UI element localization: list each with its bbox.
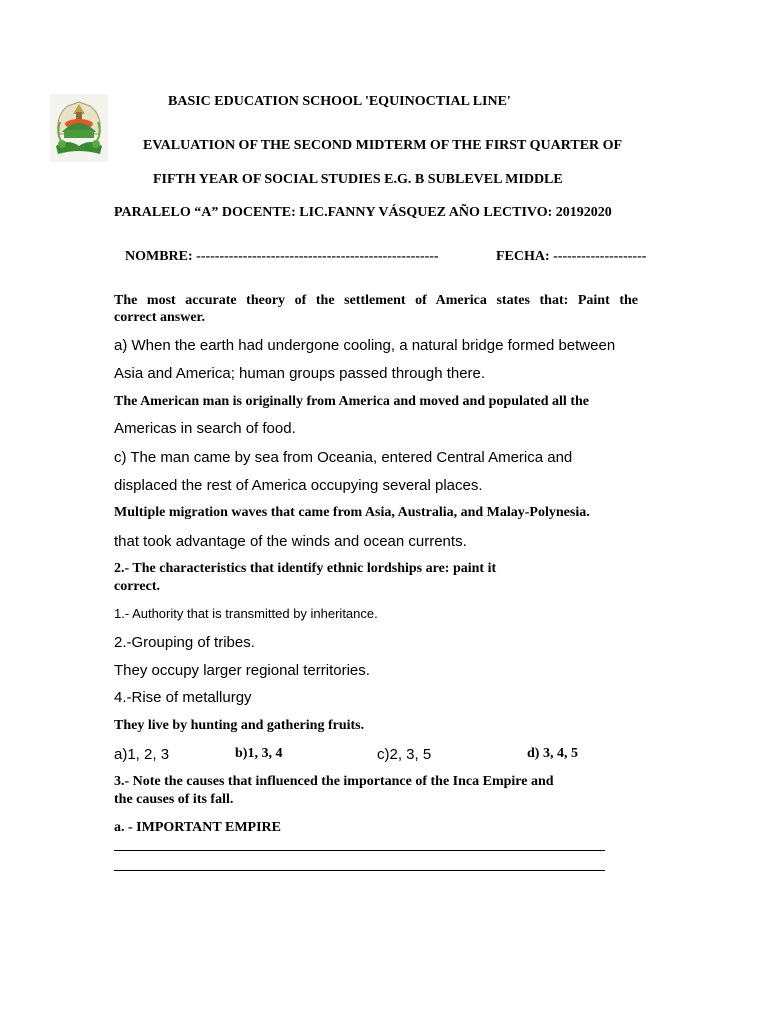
- evaluation-title: EVALUATION OF THE SECOND MIDTERM OF THE FIRST QUARTER OF: [143, 138, 623, 153]
- q1-option-a[interactable]: a) When the earth had undergone cooling, a natural bridge formed between: [114, 337, 616, 354]
- q2-option-a[interactable]: a)1, 2, 3: [114, 746, 170, 763]
- school-crest-icon: [50, 94, 108, 162]
- q2-item-4: 4.-Rise of metallurgy: [114, 689, 252, 706]
- q2-option-b[interactable]: b)1, 3, 4: [235, 746, 283, 761]
- school-name: BASIC EDUCATION SCHOOL 'EQUINOCTIAL LINE': [168, 94, 511, 109]
- q2-item-3: They occupy larger regional territories.: [114, 662, 370, 679]
- q2-item-1: 1.- Authority that is transmitted by inheritance.: [114, 606, 378, 621]
- fecha-field[interactable]: FECHA: --------------------: [496, 249, 647, 264]
- q2-item-5: They live by hunting and gathering fruits.: [114, 718, 365, 733]
- q1-option-d-cont: that took advantage of the winds and ocean currents.: [114, 533, 467, 550]
- paralelo-line: PARALELO “A” DOCENTE: LIC.FANNY VÁSQUEZ AÑO LECTIVO: 20192020: [114, 205, 612, 220]
- q1-option-b[interactable]: The American man is originally from America and moved and populated all the: [114, 394, 589, 409]
- q1-prompt-line1: The most accurate theory of the settlement of America states that: Paint the: [114, 293, 638, 308]
- nombre-field[interactable]: NOMBRE: ----------------------------------------------------: [125, 249, 439, 264]
- q1-option-c[interactable]: c) The man came by sea from Oceania, entered Central America and: [114, 449, 573, 466]
- q1-option-b-cont: Americas in search of food.: [114, 420, 296, 437]
- answer-line[interactable]: [114, 870, 605, 871]
- q3-section-a: a. - IMPORTANT EMPIRE: [114, 820, 281, 835]
- answer-line[interactable]: [114, 850, 605, 851]
- q3-prompt-line1: 3.- Note the causes that influenced the importance of the Inca Empire and: [114, 774, 554, 789]
- q2-prompt-line1: 2.- The characteristics that identify ethnic lordships are: paint it: [114, 561, 497, 576]
- q3-prompt-line2: the causes of its fall.: [114, 792, 234, 807]
- q2-prompt-line2: correct.: [114, 579, 160, 594]
- q1-prompt-line2: correct answer.: [114, 310, 205, 325]
- q2-item-2: 2.-Grouping of tribes.: [114, 634, 255, 651]
- year-subtitle: FIFTH YEAR OF SOCIAL STUDIES E.G. B SUBLEVEL MIDDLE: [153, 172, 563, 187]
- q2-option-d[interactable]: d) 3, 4, 5: [527, 746, 578, 761]
- q1-option-d[interactable]: Multiple migration waves that came from Asia, Australia, and Malay-Polynesia.: [114, 505, 590, 520]
- q1-option-c-cont: displaced the rest of America occupying several places.: [114, 477, 483, 494]
- q1-option-a-cont: Asia and America; human groups passed through there.: [114, 365, 486, 382]
- q2-option-c[interactable]: c)2, 3, 5: [377, 746, 432, 763]
